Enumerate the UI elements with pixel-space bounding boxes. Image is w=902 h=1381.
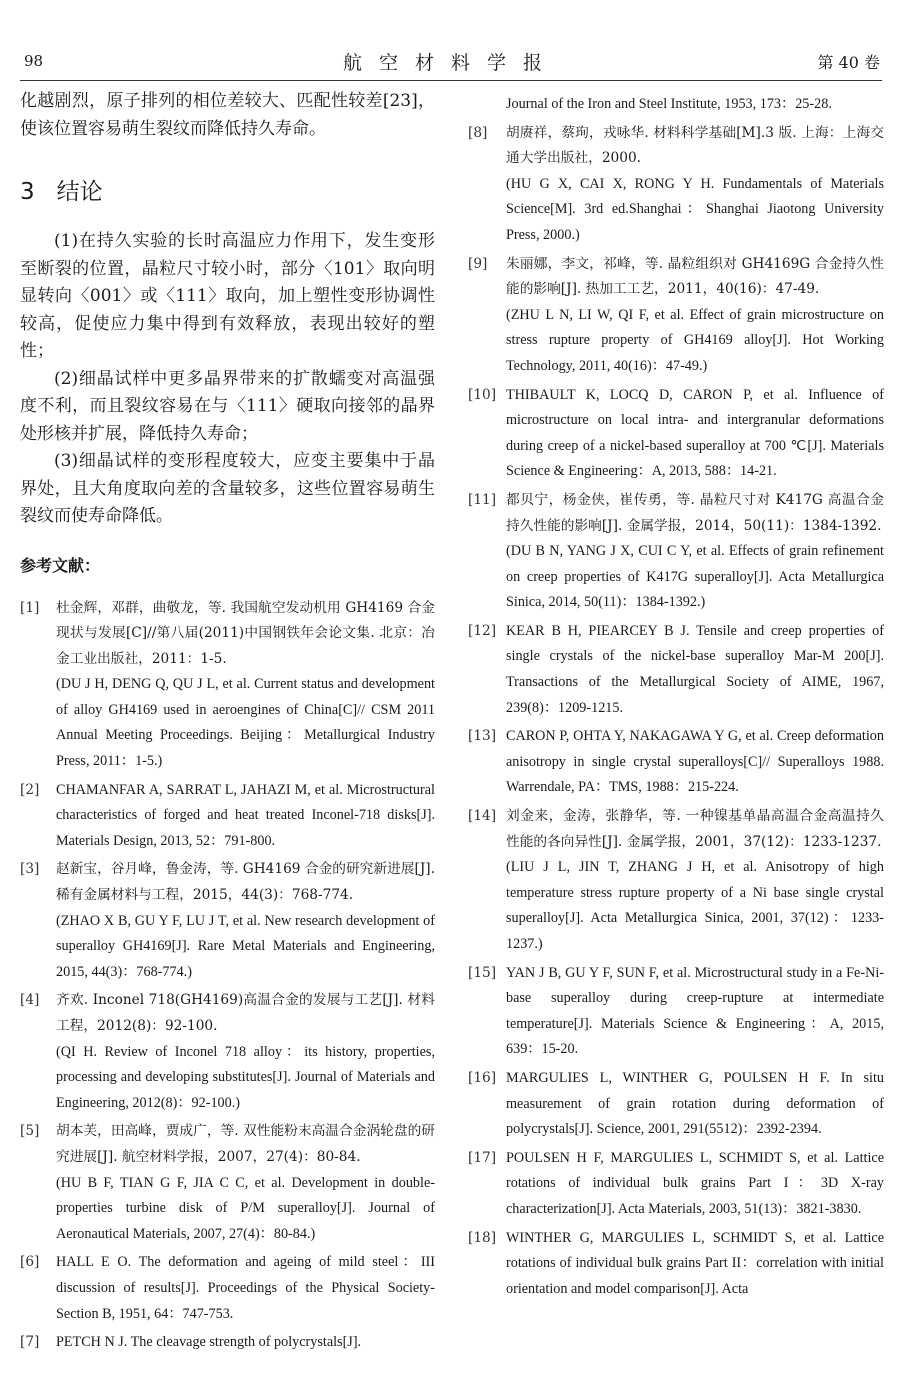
intro-paragraph: 化越剧烈，原子排列的相位差较大、匹配性较差[23]，使该位置容易萌生裂纹而降低持久寿命。 [20, 91, 435, 139]
page-number: 98 [24, 52, 44, 70]
reference-number: [13] [468, 728, 497, 745]
reference-body [56, 857, 435, 985]
reference-body [506, 121, 884, 249]
reference-text-en: (HU G X, CAI X, RONG Y H. Fundamentals of Materials Science[M]. 3rd ed.Shanghai：Shanghai Jiaotong University Press, 2000.) [506, 175, 884, 243]
reference-item [20, 778, 435, 855]
conclusion-item: (3)细晶试样的变形程度较大，应变主要集中于晶界处，且大角度取向差的含量较多，这些位置容易萌生裂纹而使寿命降低。 [20, 451, 435, 526]
reference-body [506, 804, 884, 958]
reference-text-en: (DU B N, YANG J X, CUI C Y, et al. Effects of grain refinement on creep properties of K417G superalloy[J]. Acta Metallurgica Sinica, 2014, 50(11)：1384-1392.) [506, 543, 884, 611]
conclusions-list [20, 228, 435, 531]
reference-number: [1] [20, 599, 40, 616]
reference-body [506, 1146, 884, 1223]
reference-text-en: (HU B F, TIAN G F, JIA C C, et al. Development in double- properties turbine disk of P/M superalloy[J]. Journal of Aeronautical Materials, 2007, 27(4)：80-84.) [56, 1174, 435, 1242]
reference-text-en: POULSEN H F, MARGULIES L, SCHMIDT S, et al. Lattice rotations of individual bulk grains Part I：3D X-ray characterization[J]. Acta Materials, 2003, 51(13)：3821-3830. [506, 1149, 884, 1217]
reference-number: [5] [20, 1123, 40, 1140]
reference-body [506, 383, 884, 485]
reference-item [468, 619, 885, 721]
reference-text-cn: 都贝宁，杨金侠，崔传勇，等. 晶粒尺寸对 K417G 高温合金持久性能的影响[J]. 金属学报，2014，50(11)：1384-1392. [506, 491, 884, 534]
reference-item [20, 1330, 435, 1356]
reference-item [468, 383, 885, 485]
reference-number: [3] [20, 861, 40, 878]
reference-item [468, 1146, 885, 1223]
reference-item [468, 804, 885, 958]
reference-text-en: (ZHAO X B, GU Y F, LU J T, et al. New research development of superalloy GH4169[J]. Rare Metal Materials and Engineering, 2015, 44(3)：768-774.) [56, 912, 435, 980]
reference-body [56, 1330, 435, 1356]
reference-body [56, 778, 435, 855]
reference-text-en: PETCH N J. The cleavage strength of polycrystals[J]. [56, 1334, 362, 1351]
reference-item [468, 121, 885, 249]
section-title: 结论 [56, 179, 103, 205]
reference-number: [7] [20, 1334, 40, 1351]
left-column [20, 88, 435, 1359]
reference-text-en: WINTHER G, MARGULIES L, SCHMIDT S, et al. Lattice rotations of individual bulk grains Part II：correlation with initial orientation and model comparison[J]. Acta [506, 1229, 884, 1297]
reference-text-cn: 胡本芙，田高峰，贾成广，等. 双性能粉末高温合金涡轮盘的研究进展[J]. 航空材料学报，2007，27(4)：80-84. [56, 1123, 435, 1165]
reference-item [468, 488, 885, 616]
reference-text-en: CHAMANFAR A, SARRAT L, JAHAZI M, et al. Microstructural characteristics of forged and heat treated Inconel-718 disks[J]. Materials Design, 2013, 52：791-800. [56, 781, 435, 849]
reference-number: [2] [20, 781, 40, 798]
reference-body [506, 619, 884, 721]
reference-text-en: YAN J B, GU Y F, SUN F, et al. Microstructural study in a Fe-Ni-base superalloy during creep-rupture at intermediate temperature[J]. Materials Science & Engineering：A, 2015, 639：15-20. [506, 964, 884, 1058]
reference-text-cn: 胡赓祥，蔡珣，戎咏华. 材料科学基础[M].3 版. 上海：上海交通大学出版社，2000. [506, 124, 884, 167]
reference-number: [16] [468, 1069, 497, 1086]
reference-text-en: THIBAULT K, LOCQ D, CARON P, et al. Influence of microstructure on local intra- and intergranular deformations during creep of a nickel-based superalloy at 700 ℃[J]. Materials Science & Engineering：A, 2013, 588：14-21. [506, 386, 884, 480]
reference-text-en: (QI H. Review of Inconel 718 alloy：its history, properties, processing and developing substitutes[J]. Journal of Materials and Engineering, 2012(8)：92-100.) [56, 1043, 435, 1111]
reference-item [20, 857, 435, 985]
reference-body [56, 1119, 435, 1247]
references-list-right [468, 121, 885, 1303]
reference-item [20, 596, 435, 775]
reference-number: [4] [20, 992, 40, 1009]
reference-continuation: Journal of the Iron and Steel Institute, 1953, 173：25-28. [506, 96, 832, 112]
reference-body [56, 596, 435, 775]
reference-number: [9] [468, 255, 488, 272]
section-number: 3 [20, 179, 35, 205]
conclusion-item: (1)在持久实验的长时高温应力作用下，发生变形至断裂的位置，晶粒尺寸较小时，部分〈101〉取向明显转向〈001〉或〈111〉取向，加上塑性变形协调性较高，促使应力集中得到有效释放，表现出较好的塑性； [20, 231, 435, 361]
conclusion-item: (2)细晶试样中更多晶界带来的扩散蠕变对高温强度不利，而且裂纹容易在与〈111〉硬取向接邻的晶界处形核并扩展，降低持久寿命； [20, 368, 435, 444]
reference-item [468, 1066, 885, 1143]
right-column [468, 92, 885, 1305]
reference-body [506, 1226, 884, 1303]
reference-body [506, 724, 884, 801]
reference-text-en: (DU J H, DENG Q, QU J L, et al. Current status and development of alloy GH4169 used in aeroengines of China[C]// CSM 2011 Annual Meeting Proceedings. Beijing：Metallurgical Industry Press, 2011：1-5.) [56, 676, 435, 770]
reference-text-en: (LIU J L, JIN T, ZHANG J H, et al. Anisotropy of high temperature stress rupture property of a Ni base single crystal superalloy[J]. Acta Metallurgica Sinica, 2001, 37(12)：1233-1237.) [506, 859, 884, 952]
reference-number: [17] [468, 1149, 497, 1166]
reference-number: [11] [468, 491, 497, 508]
reference-body [56, 988, 435, 1116]
reference-text-cn: 刘金来，金涛，张静华，等. 一种镍基单晶高温合金高温持久性能的各向异性[J]. 金属学报，2001，37(12)：1233-1237. [506, 808, 884, 850]
reference-text-en: KEAR B H, PIEARCEY B J. Tensile and creep properties of single crystals of the nickel-base superalloy Mar-M 200[J]. Transactions of the Metallurgical Society of AIME, 1967, 239(8)：1209-1215. [506, 622, 884, 716]
reference-number: [8] [468, 124, 488, 141]
reference-item [20, 1250, 435, 1327]
reference-item [468, 252, 885, 380]
reference-item [468, 724, 885, 801]
reference-text-en: HALL E O. The deformation and ageing of mild steel：III discussion of results[J]. Proceedings of the Physical Society-Section B, 1951, 64：747-753. [56, 1254, 435, 1322]
reference-number: [6] [20, 1254, 40, 1271]
reference-item [468, 1226, 885, 1303]
reference-body [506, 488, 884, 616]
page-header [0, 0, 902, 80]
reference-text-cn: 杜金辉，邓群，曲敬龙，等. 我国航空发动机用 GH4169 合金现状与发展[C]//第八届(2011)中国钢铁年会论文集. 北京：冶金工业出版社，2011：1-5. [56, 599, 435, 667]
section-heading [20, 173, 435, 206]
reference-text-cn: 赵新宝，谷月峰，鲁金涛，等. GH4169 合金的研究新进展[J]. 稀有金属材料与工程，2015，44(3)：768-774. [56, 861, 435, 904]
journal-title: 航空材料学报 [342, 52, 559, 74]
reference-item [20, 988, 435, 1116]
reference-text-en: (ZHU L N, LI W, QI F, et al. Effect of grain microstructure on stress rupture property of GH4169 alloy[J]. Hot Working Technology, 2011, 40(16)：47-49.) [506, 306, 884, 374]
reference-body [506, 1066, 884, 1143]
volume-label: 第 40 卷 [817, 53, 880, 72]
reference-text-cn: 齐欢. Inconel 718(GH4169)高温合金的发展与工艺[J]. 材料工程，2012(8)：92-100. [56, 992, 435, 1034]
reference-number: [12] [468, 622, 497, 639]
references-list-left [20, 596, 435, 1356]
reference-body [506, 961, 884, 1063]
reference-text-en: MARGULIES L, WINTHER G, POULSEN H F. In situ measurement of grain rotation during deformation of polycrystals[J]. Science, 2001, 291(5512)：2392-2394. [506, 1069, 884, 1138]
reference-text-cn: 朱丽娜，李文，祁峰，等. 晶粒组织对 GH4169G 合金持久性能的影响[J]. 热加工工艺，2011，40(16)：47-49. [506, 255, 884, 298]
reference-item [20, 1119, 435, 1247]
reference-number: [10] [468, 386, 497, 403]
reference-text-en: CARON P, OHTA Y, NAKAGAWA Y G, et al. Creep deformation anisotropy in single crystal superalloys[C]// Superalloys 1988. Warrendale, PA：TMS, 1988：215-224. [506, 728, 884, 796]
reference-item [468, 961, 885, 1063]
reference-number: [15] [468, 964, 497, 981]
header-rule [20, 80, 882, 81]
reference-body [56, 1250, 435, 1327]
reference-number: [18] [468, 1229, 497, 1246]
references-heading: 参考文献： [20, 555, 101, 575]
reference-number: [14] [468, 808, 497, 825]
reference-body [506, 252, 884, 380]
